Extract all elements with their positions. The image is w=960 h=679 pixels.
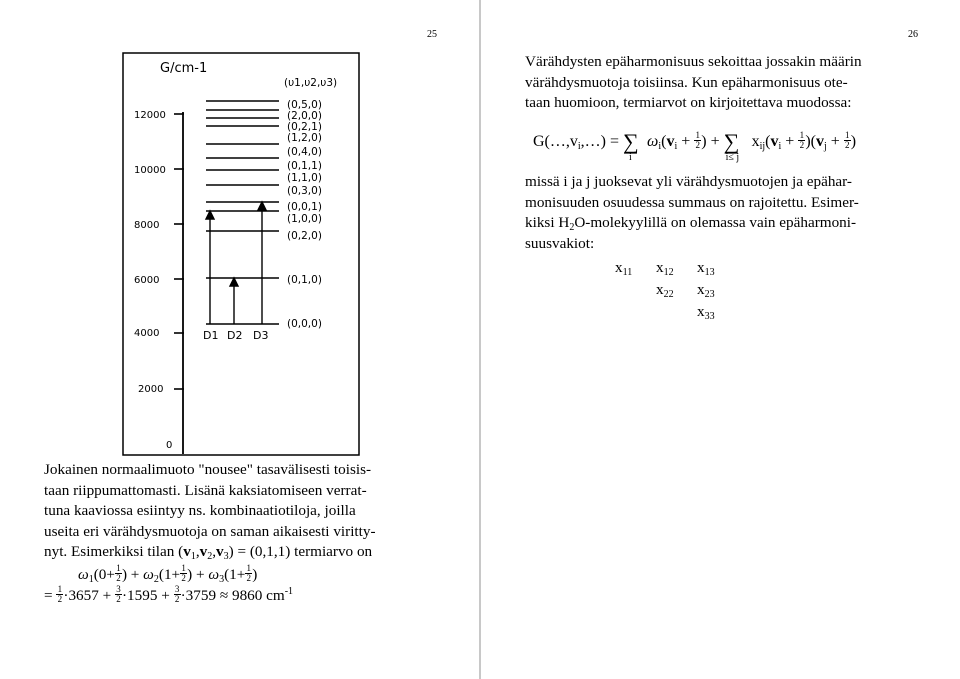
constant-x12: $x_{12}$ xyxy=(656,259,674,278)
equation-omega-sum: $\omega_1(0+$ $\frac{1}{2}$ ) + $\omega_2(1+$ $\frac{1}{2}$ ) + $\omega_3(1+$ $\frac{1}{2}$ ) xyxy=(78,563,258,585)
constant-x33: $x_{33}$ xyxy=(697,303,715,322)
transition-label-1: D1 xyxy=(203,329,219,342)
right-explanation-paragraph xyxy=(525,172,859,254)
state-label: (0,0,1) xyxy=(287,201,322,213)
tick-2000: 2000 xyxy=(138,384,164,395)
equation-numeric: = $\frac{1}{2}$ ·3657 + $\frac{3}{2}$ ·1595 + $\frac{3}{2}$ ·3759 ≈ 9860 $cm^{-1}$ xyxy=(44,584,294,604)
right-intro-paragraph xyxy=(525,52,862,114)
state-label: (0,4,0) xyxy=(287,146,322,158)
state-label: (0,2,0) xyxy=(287,230,322,242)
constant-x13: $x_{13}$ xyxy=(697,259,715,278)
text-line: monisuuden osuudessa summaus on rajoitettu. Esimer- xyxy=(525,193,859,211)
state-label: (0,3,0) xyxy=(287,185,322,197)
state-label: (2,0,0) xyxy=(287,110,322,122)
state-label: (1,2,0) xyxy=(287,132,322,144)
tick-12000: 12000 xyxy=(134,110,166,121)
constant-x11: $x_{11}$ xyxy=(615,259,633,278)
state-label: (1,1,0) xyxy=(287,172,322,184)
constant-x23: $x_{23}$ xyxy=(697,281,715,300)
constant-x22: $x_{22}$ xyxy=(656,281,674,300)
tick-6000: 6000 xyxy=(134,275,160,286)
legend-header: (υ1,υ2,υ3) xyxy=(284,77,338,89)
page-number: 26 xyxy=(908,29,918,40)
text-line: Jokainen normaalimuoto "nousee" tasavälisesti toisis- xyxy=(44,461,372,478)
left-paragraph xyxy=(44,460,376,563)
text-line: Värähdysten epäharmonisuus sekoittaa jossakin määrin xyxy=(525,53,862,70)
text-line: suusvakiot: xyxy=(525,234,595,252)
text-line: kiksi $H_2O$-molekyylillä on olemassa vain epäharmoni- xyxy=(525,214,857,234)
text-line: taan huomioon, termiarvot on kirjoitettava muodossa: xyxy=(525,94,852,112)
state-label: (0,5,0) xyxy=(287,99,322,111)
tick-10000: 10000 xyxy=(134,165,166,176)
tick-0: 0 xyxy=(166,440,173,451)
text-line: taan riippumattomasti. Lisänä kaksiatomiseen verrat- xyxy=(44,481,367,499)
term-value-equation: $G(\dots,v_i,\dots)$ = ∑ i $\omega_i(v_i$ + $\frac{1}{2}$ ) + ∑ i≤ j $x_{ij}(v_i$ + $\frac{1}{2}$ )($v_j$ + $\frac{1}{2}$ ) xyxy=(533,129,857,163)
axis-label: G/cm-1 xyxy=(160,61,208,76)
state-label: (0,2,1) xyxy=(287,121,322,133)
right-page xyxy=(481,0,960,679)
text-line: värähdysmuotoja toisiinsa. Kun epäharmonisuus ote- xyxy=(525,73,848,91)
transition-label-2: D2 xyxy=(227,329,243,342)
state-label: (1,0,0) xyxy=(287,213,322,225)
state-label: (0,0,0) xyxy=(287,318,322,330)
state-label: (0,1,0) xyxy=(287,274,322,286)
text-line: useita eri värähdysmuotoja on saman aikaisesti viritty- xyxy=(44,522,376,540)
page-number: 25 xyxy=(427,29,437,40)
transition-label-3: D3 xyxy=(253,329,269,342)
text-line: tuna kaaviossa esiintyy ns. kombinaatiotiloja, joilla xyxy=(44,502,356,520)
left-page xyxy=(0,0,479,679)
tick-8000: 8000 xyxy=(134,220,160,231)
text-line: missä i ja j juoksevat yli värähdysmuotojen ja epähar- xyxy=(525,173,852,190)
state-label: (0,1,1) xyxy=(287,160,322,172)
example-line: nyt. Esimerkiksi tilan $(v_1,v_2,v_3) = (0,1,1)$ termiarvo on xyxy=(44,543,373,563)
energy-level-diagram xyxy=(122,52,366,459)
tick-4000: 4000 xyxy=(134,328,160,339)
